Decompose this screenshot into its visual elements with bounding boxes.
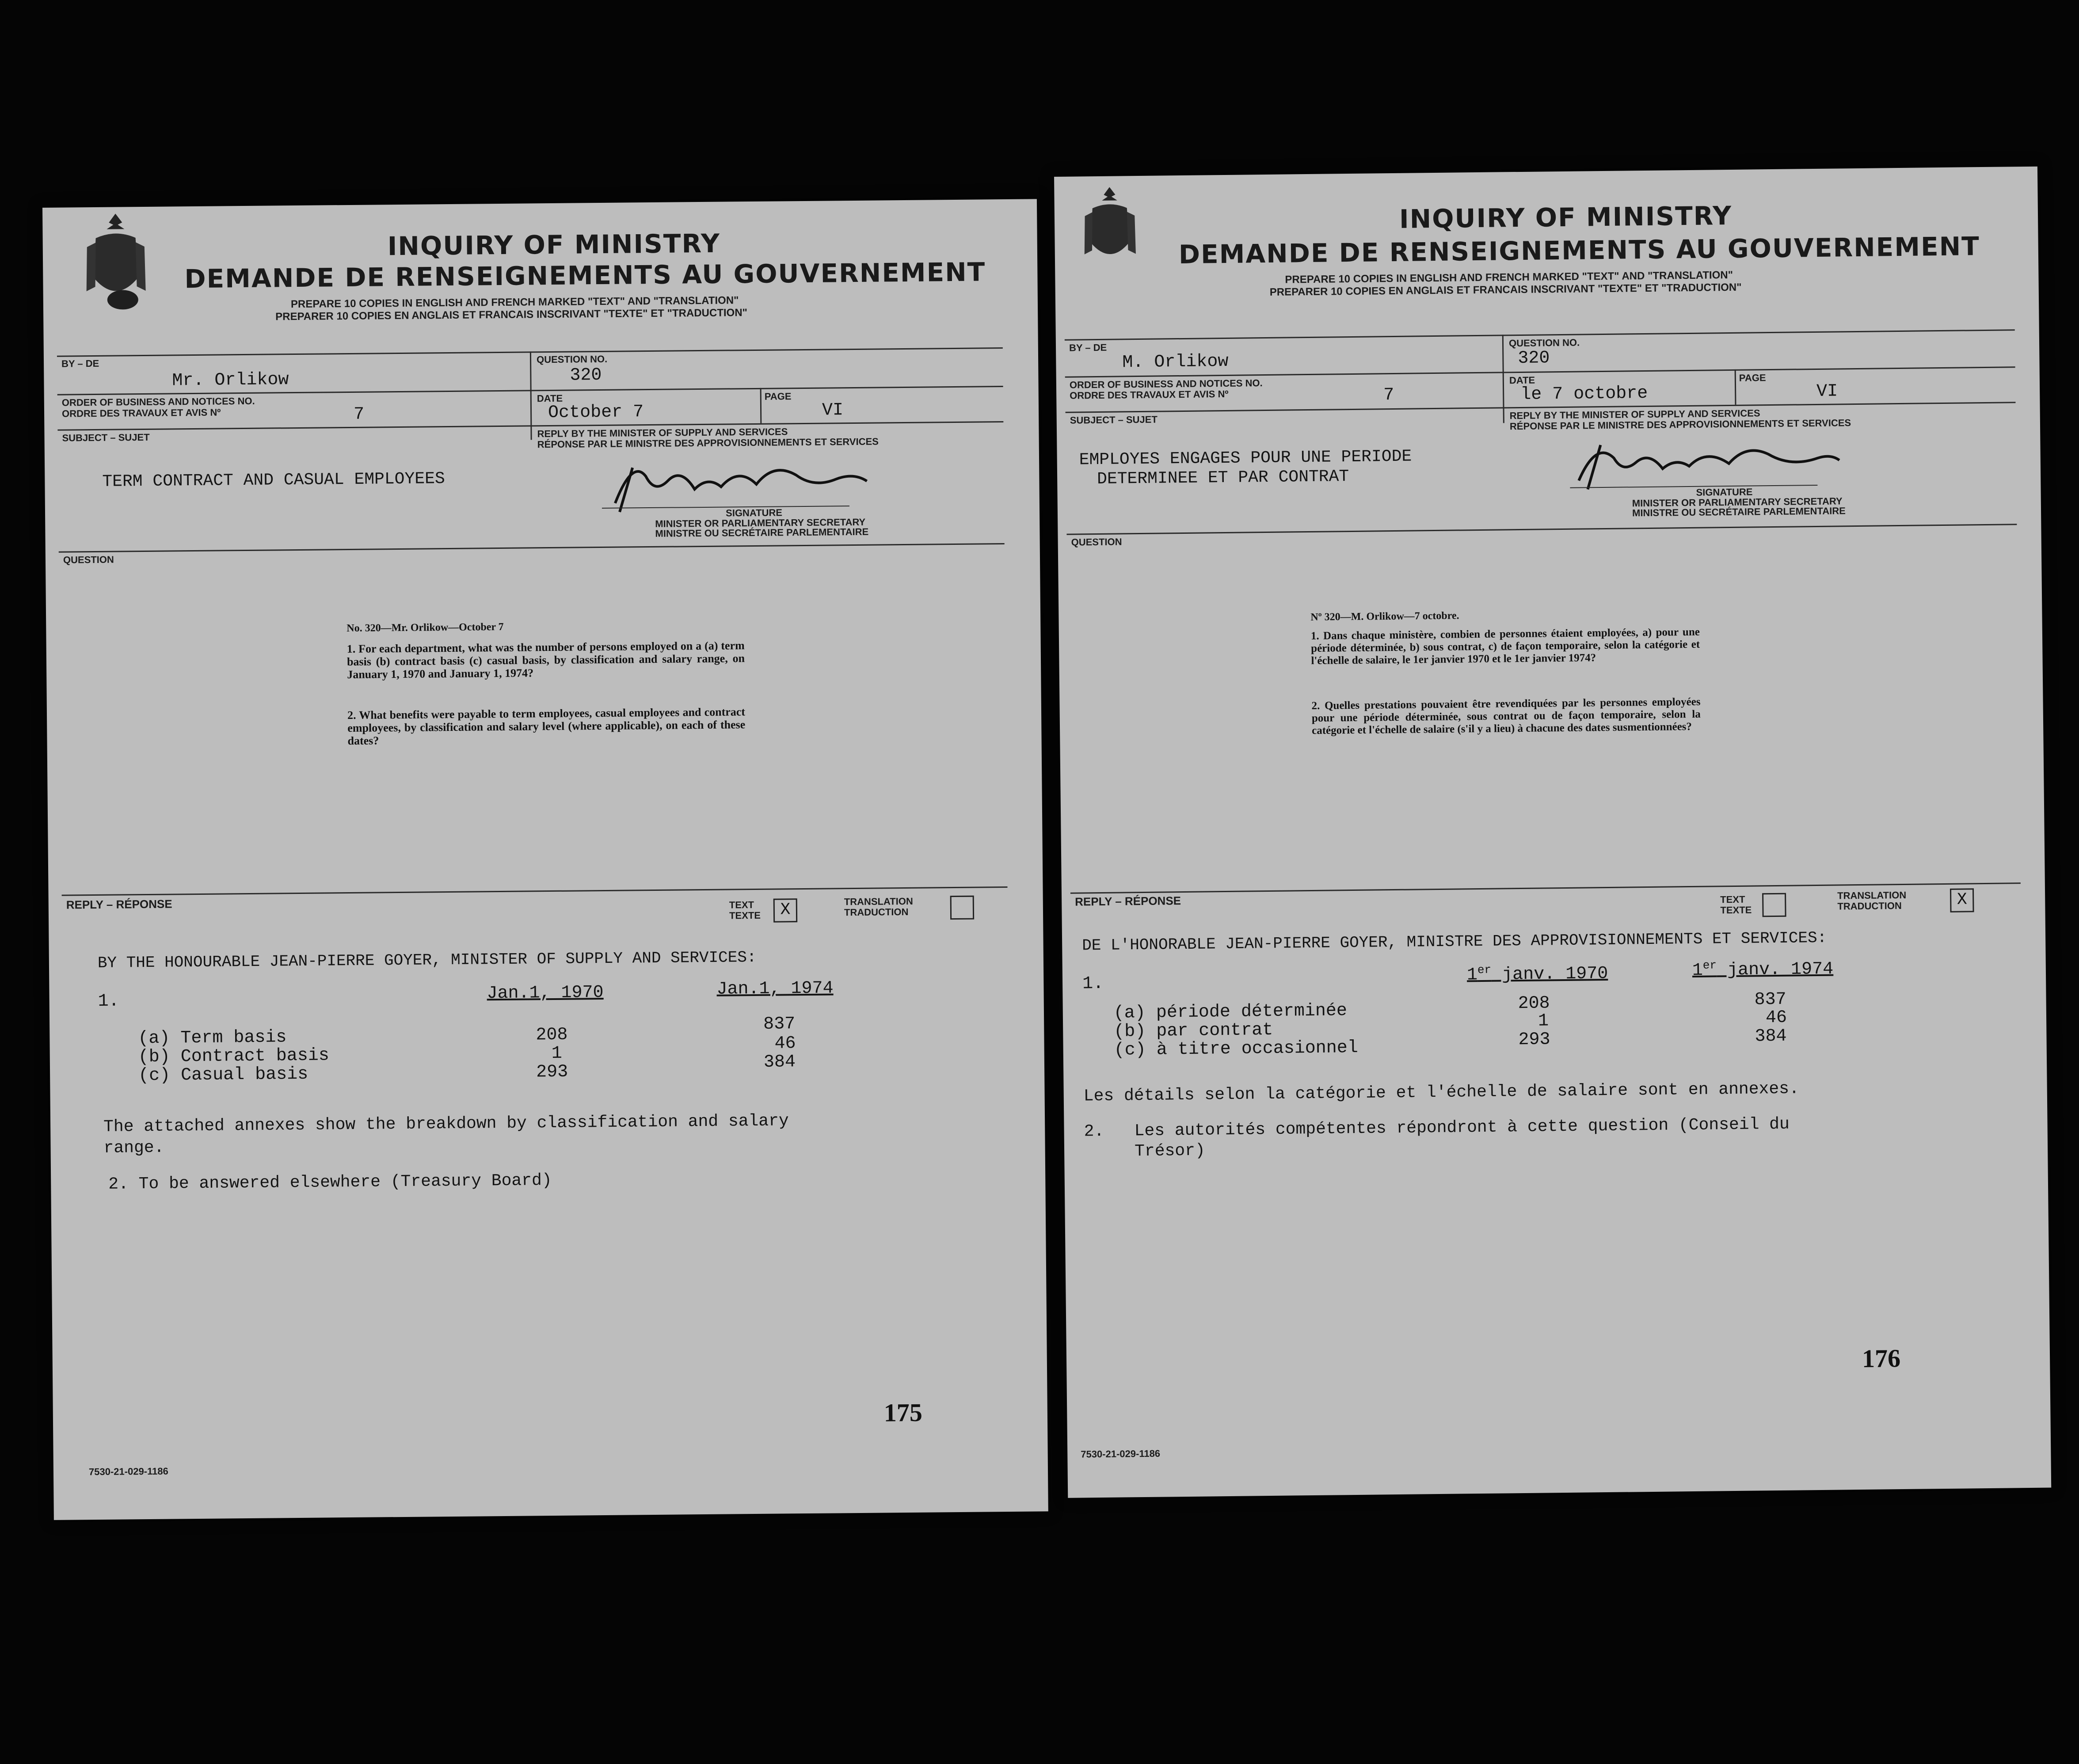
question-clipping-q2: 2. What benefits were payable to term employees, casual employees and contract employees, by classification and salary level (where applicable), on each of these dates?	[347, 705, 746, 748]
question-no-value: 320	[570, 365, 602, 386]
by-value: Mr. Orlikow	[172, 370, 289, 391]
row-value-1970: 1	[1538, 1011, 1549, 1031]
divider	[1735, 369, 1736, 405]
text-checkbox[interactable]	[1762, 893, 1786, 917]
divider	[1066, 524, 2017, 535]
reply-label: REPLY – RÉPONSE	[1075, 894, 1181, 909]
date-label: DATE	[537, 392, 563, 404]
row-value-1974: 46	[774, 1034, 796, 1054]
question-label: QUESTION	[1071, 536, 1122, 548]
question-clipping-q1: 1. For each department, what was the number of persons employed on a (a) term basis (b) contract basis (c) casual basis, by classification and salary range, on January 1, 1970 and January 1, 1974?	[346, 639, 745, 681]
reply-by-fr: RÉPONSE PAR LE MINISTRE DES APPROVISIONNEMENTS ET SERVICES	[537, 436, 879, 450]
row-value-1974: 384	[1755, 1026, 1787, 1047]
row-value-1970: 208	[536, 1025, 568, 1045]
order-label-fr: ORDRE DES TRAVAUX ET AVIS Nº	[61, 407, 221, 419]
question-no-label: QUESTION NO.	[536, 353, 608, 365]
prep-instructions-en: PREPARE 10 COPIES IN ENGLISH AND FRENCH MARKED "TEXT" AND "TRANSLATION"	[290, 294, 739, 311]
question-clipping-heading: Nº 320—M. Orlikow—7 octobre.	[1310, 610, 1459, 623]
text-label-fr: TEXTE	[1720, 904, 1752, 916]
coat-of-arms-icon	[82, 211, 149, 313]
question-clipping-heading: No. 320—Mr. Orlikow—October 7	[346, 621, 504, 635]
form-title-en: INQUIRY OF MINISTRY	[387, 228, 721, 262]
date-value: le 7 octobre	[1520, 383, 1648, 405]
divider	[1502, 335, 1504, 423]
coat-of-arms-icon	[1081, 185, 1139, 274]
form-page-left	[42, 199, 1048, 1520]
order-label-fr: ORDRE DES TRAVAUX ET AVIS Nº	[1070, 388, 1229, 401]
translation-checkbox[interactable]: X	[1950, 888, 1974, 912]
row-label: (c) Casual basis	[138, 1064, 308, 1086]
column-header-1970: 1er janv. 1970	[1466, 963, 1608, 985]
row-value-1970: 1	[551, 1043, 562, 1064]
translation-label-en: TRANSLATION	[1837, 889, 1907, 901]
question-clipping-q2: 2. Quelles prestations pouvaient être revendiquées par les personnes employées pour une période déterminée, sous contrat ou de façon temporaire, selon la catégorie et l'échelle de salaire (s'il y a lieu) à chacune des dates susmentionnées?	[1311, 696, 1701, 737]
date-label: DATE	[1509, 374, 1535, 386]
minister-label-en: MINISTER OR PARLIAMENTARY SECRETARY	[655, 516, 866, 529]
answer-item1-num: 1.	[1082, 973, 1104, 994]
signature-label: SIGNATURE	[1696, 486, 1753, 498]
row-value-1974: 837	[763, 1014, 796, 1034]
signature-label: SIGNATURE	[725, 507, 783, 519]
order-label-en: ORDER OF BUSINESS AND NOTICES NO.	[61, 395, 255, 408]
row-label: (b) par contrat	[1114, 1020, 1273, 1042]
reply-by-en: REPLY BY THE MINISTER OF SUPPLY AND SERVICES	[1509, 407, 1760, 422]
text-label-fr: TEXTE	[729, 909, 761, 921]
order-label-en: ORDER OF BUSINESS AND NOTICES NO.	[1069, 377, 1263, 391]
reply-by-en: REPLY BY THE MINISTER OF SUPPLY AND SERVICES	[537, 426, 788, 440]
minister-label-fr: MINISTRE OU SECRÉTAIRE PARLEMENTAIRE	[655, 526, 869, 539]
date-value: October 7	[548, 402, 644, 423]
row-value-1974: 837	[1754, 989, 1786, 1010]
form-number: 7530-21-029-1186	[88, 1465, 168, 1478]
page-value: VI	[1816, 381, 1838, 402]
row-label: (a) Term basis	[138, 1027, 287, 1049]
page-value: VI	[822, 400, 844, 421]
divider	[62, 886, 1008, 896]
annex-note-line2: range.	[103, 1138, 164, 1158]
answer-item1-num: 1.	[98, 991, 119, 1011]
answer-intro: DE L'HONORABLE JEAN-PIERRE GOYER, MINISTRE DES APPROVISIONNEMENTS ET SERVICES:	[1082, 928, 1827, 955]
answer-intro: BY THE HONOURABLE JEAN-PIERRE GOYER, MINISTER OF SUPPLY AND SERVICES:	[97, 948, 757, 972]
by-value: M. Orlikow	[1122, 351, 1229, 373]
form-title-fr: DEMANDE DE RENSEIGNEMENTS AU GOUVERNEMENT	[1178, 231, 1980, 270]
by-label: BY – DE	[1069, 342, 1107, 354]
form-title-fr: DEMANDE DE RENSEIGNEMENTS AU GOUVERNEMENT	[184, 257, 986, 294]
translation-checkbox[interactable]	[950, 896, 974, 920]
subject-label: SUBJECT – SUJET	[62, 431, 150, 444]
row-label: (c) à titre occasionnel	[1114, 1038, 1359, 1061]
subject-label: SUBJECT – SUJET	[1070, 414, 1158, 426]
column-header-1974: 1er janv. 1974	[1692, 958, 1834, 981]
translation-label-en: TRANSLATION	[844, 895, 913, 908]
row-value-1974: 46	[1765, 1007, 1787, 1028]
row-value-1974: 384	[763, 1052, 796, 1072]
form-page-right	[1054, 167, 2051, 1498]
text-label-en: TEXT	[729, 899, 754, 911]
order-value: 7	[1383, 385, 1394, 406]
text-label-en: TEXT	[1720, 893, 1745, 905]
translation-label-fr: TRADUCTION	[844, 906, 909, 918]
by-label: BY – DE	[61, 357, 99, 369]
order-value: 7	[353, 404, 365, 425]
prep-instructions-en: PREPARE 10 COPIES IN ENGLISH AND FRENCH MARKED "TEXT" AND "TRANSLATION"	[1285, 269, 1733, 286]
form-number: 7530-21-029-1186	[1081, 1448, 1161, 1460]
subject-value-line1: EMPLOYES ENGAGES POUR UNE PERIODE	[1079, 447, 1412, 470]
answer-item2-line2: Trésor)	[1084, 1141, 1205, 1162]
prep-instructions-fr: PREPARER 10 COPIES EN ANGLAIS ET FRANCAIS INSCRIVANT "TEXTE" ET "TRADUCTION"	[1269, 281, 1742, 298]
question-clipping-q1: 1. Dans chaque ministère, combien de personnes étaient employées, a) pour une période déterminée, b) sous contrat, c) de façon temporaire, selon la catégorie et l'échelle de salaire, le 1er janvier 1970 et le 1er janvier 1974?	[1310, 626, 1700, 667]
annex-note-line1: The attached annexes show the breakdown by classification and salary	[103, 1111, 789, 1137]
column-header-1970: Jan.1, 1970	[487, 982, 604, 1004]
page-number: 175	[883, 1398, 923, 1427]
divider	[760, 388, 762, 423]
minister-label-fr: MINISTRE OU SECRÉTAIRE PARLEMENTAIRE	[1632, 505, 1846, 519]
text-checkbox[interactable]: X	[773, 898, 797, 922]
annex-note: Les détails selon la catégorie et l'échelle de salaire sont en annexes.	[1083, 1079, 1800, 1106]
translation-label-fr: TRADUCTION	[1837, 900, 1902, 912]
row-label: (a) période déterminée	[1113, 1001, 1348, 1023]
prep-instructions-fr: PREPARER 10 COPIES EN ANGLAIS ET FRANCAIS INSCRIVANT "TEXTE" ET "TRADUCTION"	[275, 307, 748, 323]
subject-value-line2: DETERMINEE ET PAR CONTRAT	[1097, 467, 1349, 489]
page-number: 176	[1862, 1344, 1901, 1373]
subject-value: TERM CONTRACT AND CASUAL EMPLOYEES	[102, 469, 445, 491]
question-no-label: QUESTION NO.	[1508, 337, 1580, 349]
minister-label-en: MINISTER OR PARLIAMENTARY SECRETARY	[1632, 495, 1843, 509]
row-value-1970: 293	[1518, 1030, 1550, 1050]
page-label: PAGE	[764, 391, 792, 402]
answer-item2-line1: 2. Les autorités compétentes répondront à cette question (Conseil du	[1084, 1114, 1790, 1141]
page-label: PAGE	[1739, 372, 1766, 384]
form-title-en: INQUIRY OF MINISTRY	[1399, 200, 1732, 234]
minister-signature	[1569, 429, 1844, 494]
column-header-1974: Jan.1, 1974	[716, 978, 834, 1000]
question-label: QUESTION	[63, 554, 114, 566]
row-value-1970: 293	[536, 1062, 568, 1083]
row-label: (b) Contract basis	[138, 1045, 330, 1068]
row-value-1970: 208	[1518, 993, 1550, 1014]
divider	[59, 543, 1005, 553]
question-no-value: 320	[1518, 348, 1550, 369]
reply-label: REPLY – RÉPONSE	[66, 897, 172, 912]
answer-item2: 2. To be answered elsewhere (Treasury Board)	[108, 1171, 552, 1194]
reply-by-fr: RÉPONSE PAR LE MINISTRE DES APPROVISIONNEMENTS ET SERVICES	[1509, 417, 1851, 432]
